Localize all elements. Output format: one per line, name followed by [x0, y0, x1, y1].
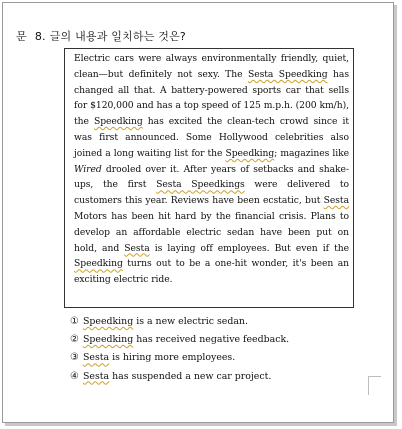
passage-segment: is laying off employees. But even if the [149, 242, 349, 254]
option-marker: ④ [70, 370, 79, 382]
underlined-term: Speedking [93, 116, 143, 128]
resize-corner[interactable] [368, 376, 381, 395]
passage-segment: ; magazines like [274, 147, 349, 159]
underlined-term: Sesta [124, 242, 150, 254]
option-text: has suspended a new car project. [109, 370, 272, 382]
answer-option-1[interactable] [70, 313, 370, 331]
question-number: 8. [34, 30, 46, 43]
answer-option-3[interactable] [70, 349, 370, 367]
underlined-term: Speedking [82, 316, 134, 327]
option-text: is hiring more employees. [109, 352, 236, 364]
passage-box [64, 48, 354, 308]
underlined-term: Sesta Speedkings [156, 179, 245, 191]
question-header [16, 28, 186, 44]
underlined-term: Speedking [82, 334, 134, 346]
passage-segment: has excited the clean-tech crowd since it was first announced. Some Hollywood celebrities also joined a long waiting list for the [74, 116, 349, 159]
passage-segment: Motors has been hit hard by the financial crisis. Plans to develop an affordable electric sedan have been put on hold, and [74, 210, 349, 254]
underlined-term: Sesta [82, 352, 110, 364]
passage-segment: turns out to be a one-hit wonder, it's been an exciting electric ride. [74, 258, 349, 286]
underlined-term: Speedking [225, 147, 275, 159]
passage-segment: were delivered to customers this year. Reviews have been ecstatic, but [74, 179, 350, 207]
passage-segment: has changed all that. A battery-powered sports car that sells for $120,000 and has a top speed of 125 m.p.h. (200 km/h), the [74, 68, 349, 128]
answer-option-4[interactable] [70, 368, 370, 386]
passage-segment: drooled over it. After years of setbacks and shake-ups, the first [74, 163, 349, 191]
passage-segment: Electric cars were always environmentally friendly, quiet, clean—but definitely not sexy. The [74, 53, 349, 80]
underlined-term: Sesta [82, 370, 110, 382]
option-marker: ③ [70, 352, 79, 364]
answer-option-2[interactable] [70, 331, 370, 349]
passage-text [74, 51, 349, 288]
option-text: has received negative feedback. [133, 334, 290, 346]
option-marker: ② [70, 334, 79, 346]
italic-term: Wired [74, 163, 102, 175]
underlined-term: Sesta Speedking [247, 68, 328, 80]
option-marker: ① [70, 316, 79, 327]
question-label: 문 [16, 30, 27, 43]
underlined-term: Speedking [74, 258, 123, 270]
option-text: is a new electric sedan. [133, 316, 248, 327]
underlined-term: Sesta [323, 195, 349, 207]
question-prompt: 글의 내용과 일치하는 것은? [49, 30, 186, 43]
answer-options [70, 313, 370, 386]
